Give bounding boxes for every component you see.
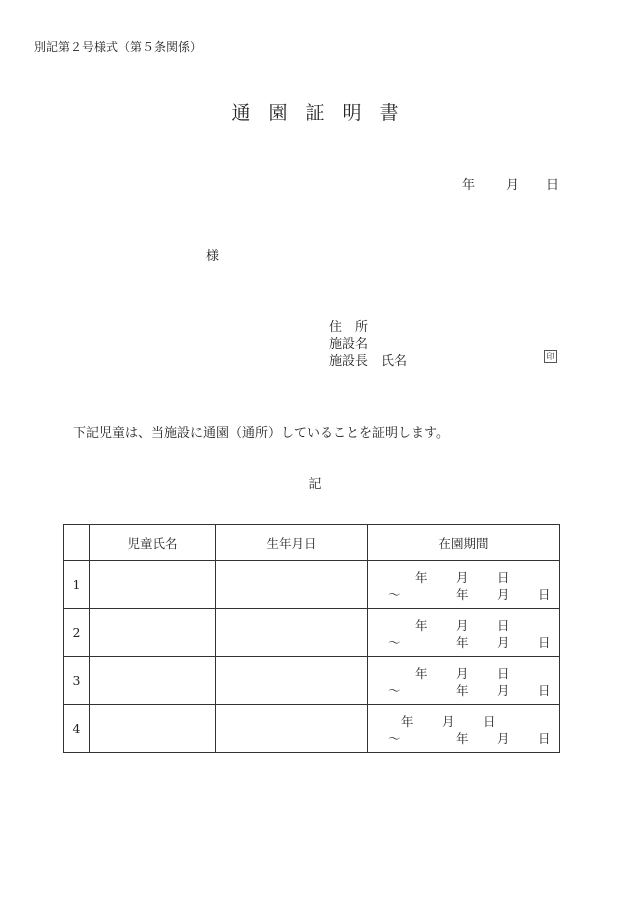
ki-heading: 記 (308, 477, 322, 492)
column-header-enrollment-period: 在園期間 (368, 525, 560, 561)
table-header-row (64, 525, 560, 561)
issuer-address-label: 住 所 (329, 320, 369, 335)
period-from-month: 月 (456, 570, 469, 585)
period-from-year: 年 (415, 618, 428, 633)
children-table (63, 524, 560, 753)
period-tilde: ～ (388, 635, 401, 650)
enrollment-period-cell[interactable] (368, 609, 560, 657)
period-to-year: 年 (456, 635, 469, 650)
period-from-day: 日 (497, 666, 510, 681)
issuer-facility-label: 施設名 (329, 337, 369, 352)
issuer-director-label: 施設長 氏名 (329, 354, 408, 369)
period-to-month: 月 (497, 683, 510, 698)
column-header-number (64, 525, 90, 561)
period-to-month: 月 (497, 635, 510, 650)
period-from-year: 年 (401, 714, 414, 729)
period-from-day: 日 (483, 714, 496, 729)
addressee-suffix: 様 (206, 249, 220, 264)
birthdate-cell[interactable] (216, 609, 368, 657)
period-tilde: ～ (388, 731, 401, 746)
enrollment-period-cell[interactable] (368, 705, 560, 753)
child-name-cell[interactable] (90, 561, 216, 609)
period-to-day: 日 (538, 587, 551, 602)
enrollment-period-cell[interactable] (368, 561, 560, 609)
row-number: 2 (64, 609, 90, 657)
seal-mark: 印 (544, 350, 557, 363)
date-year-label: 年 (462, 178, 476, 193)
period-to-year: 年 (456, 683, 469, 698)
column-header-birthdate: 生年月日 (216, 525, 368, 561)
period-from-year: 年 (415, 666, 428, 681)
child-name-cell[interactable] (90, 705, 216, 753)
table-row (64, 657, 560, 705)
period-from-month: 月 (456, 618, 469, 633)
certification-statement: 下記児童は、当施設に通園（通所）していることを証明します。 (73, 426, 449, 441)
period-to-day: 日 (538, 731, 551, 746)
period-to-day: 日 (538, 683, 551, 698)
period-tilde: ～ (388, 587, 401, 602)
row-number: 1 (64, 561, 90, 609)
table-row (64, 609, 560, 657)
period-to-month: 月 (497, 731, 510, 746)
table-row (64, 561, 560, 609)
date-month-label: 月 (506, 178, 520, 193)
column-header-child-name: 児童氏名 (90, 525, 216, 561)
date-day-label: 日 (546, 178, 560, 193)
child-name-cell[interactable] (90, 609, 216, 657)
period-tilde: ～ (388, 683, 401, 698)
birthdate-cell[interactable] (216, 561, 368, 609)
period-to-day: 日 (538, 635, 551, 650)
birthdate-cell[interactable] (216, 705, 368, 753)
period-from-year: 年 (415, 570, 428, 585)
period-to-year: 年 (456, 587, 469, 602)
period-from-month: 月 (456, 666, 469, 681)
period-to-month: 月 (497, 587, 510, 602)
table-row (64, 705, 560, 753)
page-title: 通園証明書 (231, 102, 417, 124)
period-from-day: 日 (497, 570, 510, 585)
birthdate-cell[interactable] (216, 657, 368, 705)
form-label: 別記第２号様式（第５条関係） (34, 40, 203, 54)
row-number: 4 (64, 705, 90, 753)
period-from-month: 月 (442, 714, 455, 729)
period-from-day: 日 (497, 618, 510, 633)
row-number: 3 (64, 657, 90, 705)
period-to-year: 年 (456, 731, 469, 746)
child-name-cell[interactable] (90, 657, 216, 705)
enrollment-period-cell[interactable] (368, 657, 560, 705)
